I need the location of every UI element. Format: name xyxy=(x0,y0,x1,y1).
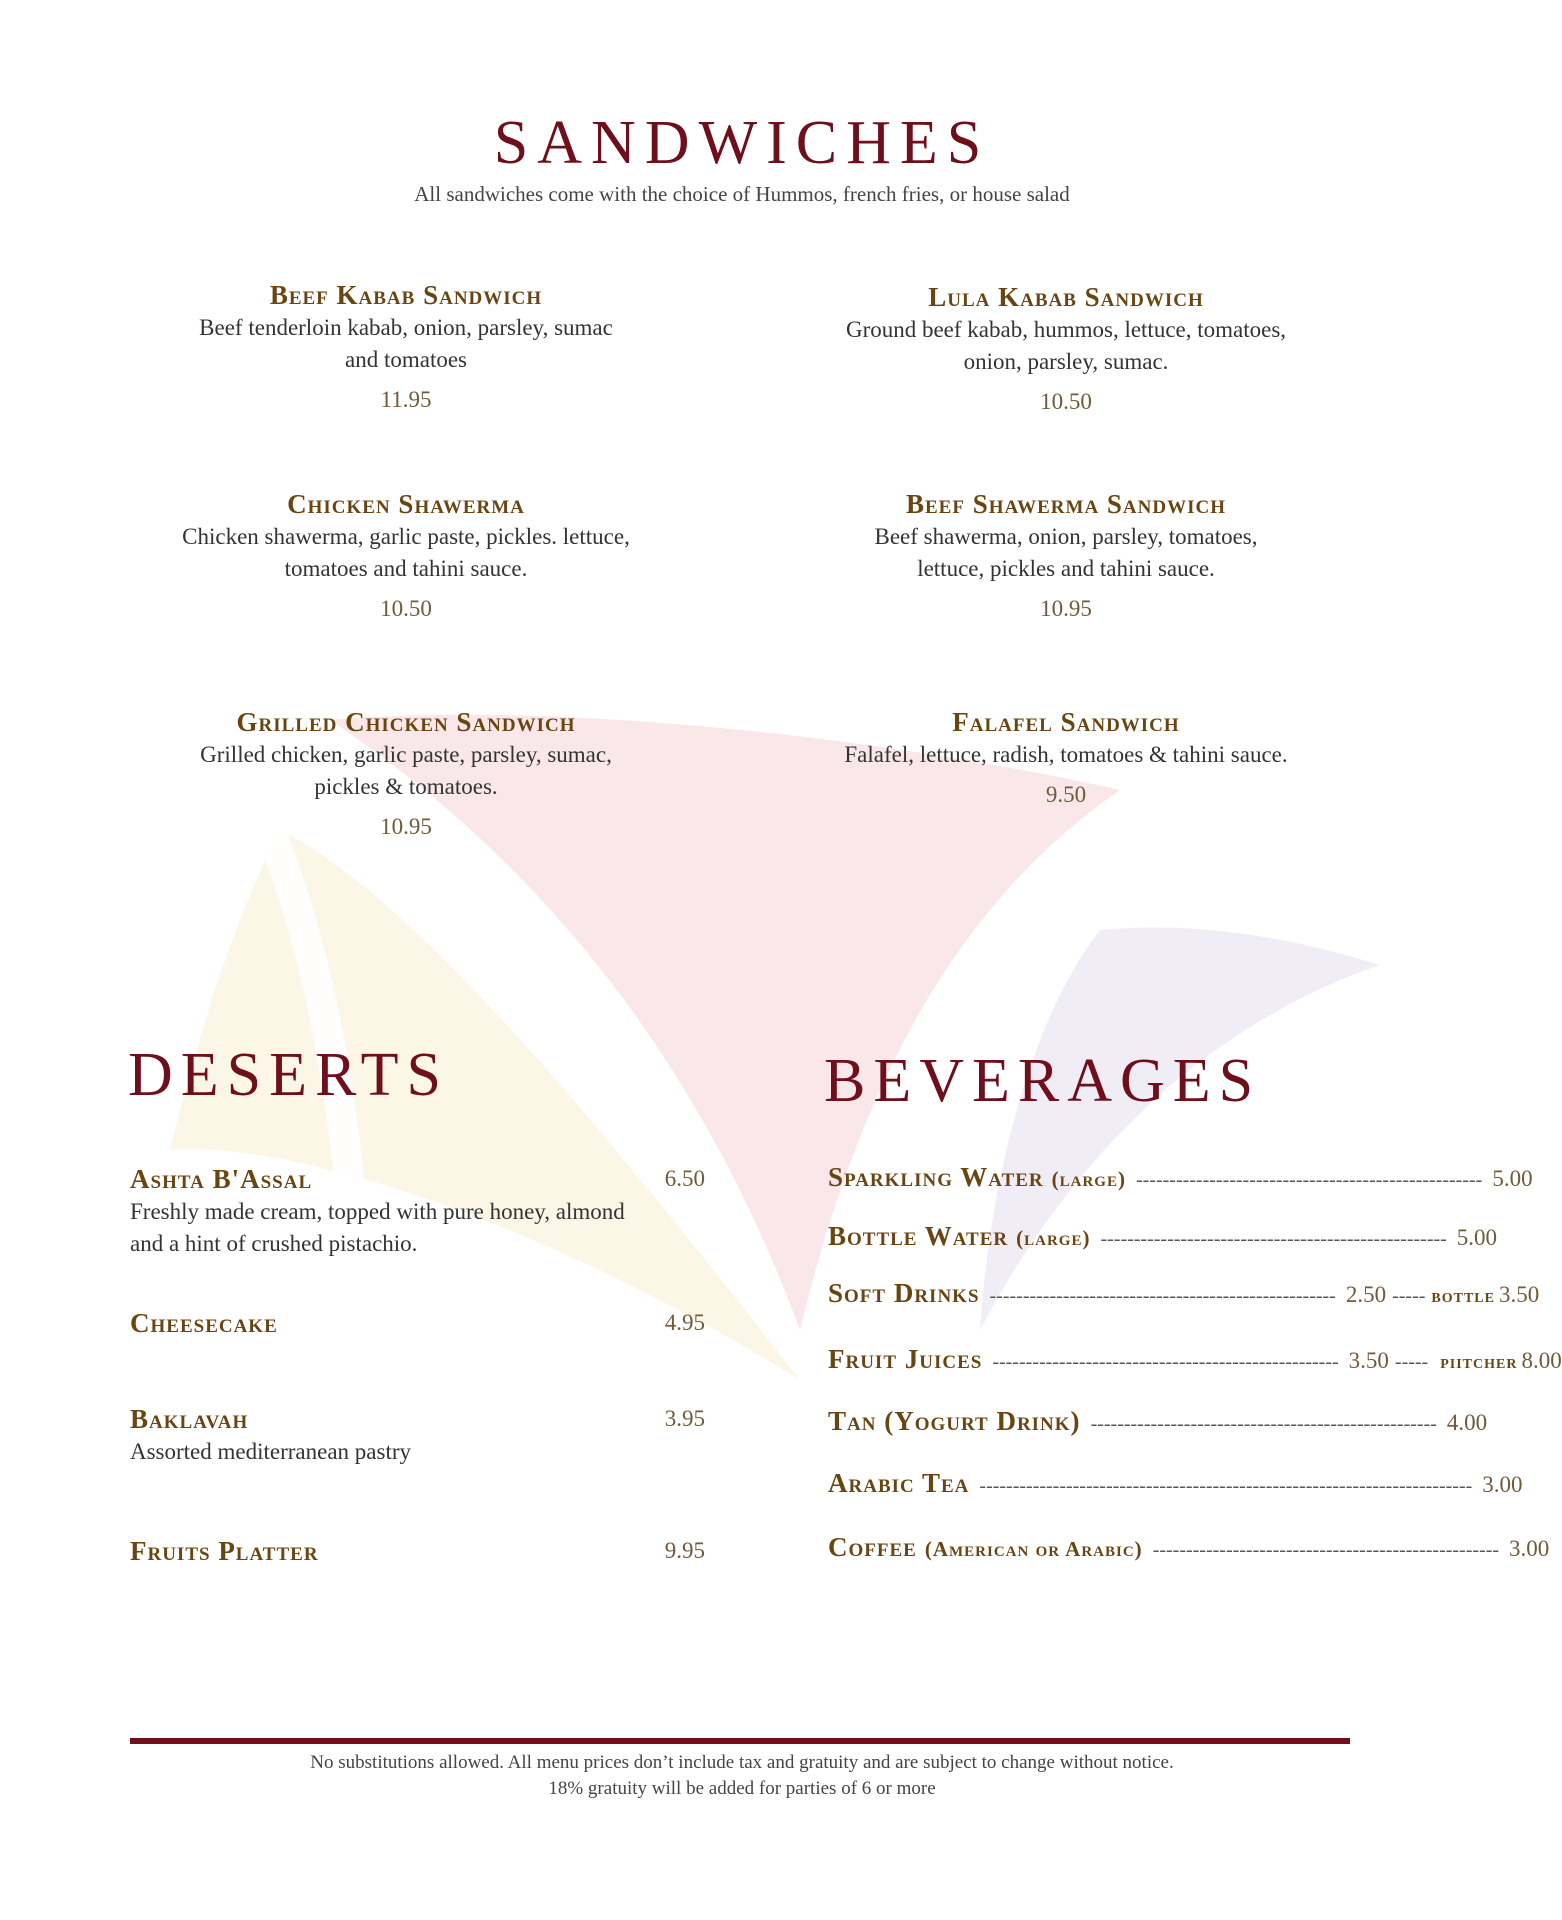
item-description: onion, parsley, sumac. xyxy=(963,349,1169,374)
menu-item xyxy=(786,487,1346,625)
item-description: lettuce, pickles and tahini sauce. xyxy=(917,556,1215,581)
menu-item xyxy=(130,1162,705,1260)
item-description: tomatoes and tahini sauce. xyxy=(284,556,528,581)
menu-item xyxy=(126,278,686,416)
item-price: 2.50 xyxy=(1345,1282,1387,1307)
item-size: (large) xyxy=(1051,1167,1126,1191)
item-name: Beef Shawerma Sandwich xyxy=(906,489,1226,519)
footer-note: 18% gratuity will be added for parties of 6 or more xyxy=(548,1778,936,1799)
item-description: and a hint of crushed pistachio. xyxy=(130,1231,418,1256)
item-price: 10.50 xyxy=(380,596,432,621)
item-name: Fruit Juices xyxy=(828,1344,983,1374)
dot-leader: ---------------------------------------------------- xyxy=(1135,1169,1483,1191)
item-size: (American or Arabic) xyxy=(924,1537,1143,1561)
item-price: 9.50 xyxy=(1045,782,1087,807)
item-description: pickles & tomatoes. xyxy=(314,774,498,799)
item-price: 5.00 xyxy=(1456,1225,1498,1250)
item-name: Grilled Chicken Sandwich xyxy=(236,707,576,737)
item-size: bottle xyxy=(1431,1285,1495,1307)
item-name: Beef Kabab Sandwich xyxy=(269,280,543,310)
beverage-row xyxy=(828,1532,1550,1568)
item-description: Falafel, lettuce, radish, tomatoes & tahini sauce. xyxy=(844,742,1288,767)
item-description: Freshly made cream, topped with pure honey, almond xyxy=(130,1199,625,1224)
item-price: 10.95 xyxy=(1040,596,1092,621)
beverage-row xyxy=(828,1406,1488,1442)
item-price: 9.95 xyxy=(664,1538,705,1563)
dot-leader: ----- xyxy=(1394,1351,1429,1373)
footer-divider xyxy=(130,1738,1350,1744)
sandwiches-title: SANDWICHES xyxy=(493,109,991,177)
dot-leader: ---------------------------------------------------- xyxy=(1152,1539,1500,1561)
menu-item xyxy=(130,1402,705,1468)
item-price: 4.00 xyxy=(1446,1410,1488,1435)
item-price: 3.00 xyxy=(1482,1472,1523,1497)
item-price: 3.00 xyxy=(1509,1536,1550,1561)
item-size: piitcher xyxy=(1440,1351,1518,1373)
dot-leader: -------------------------------------------------------------------------- xyxy=(979,1475,1473,1497)
dot-leader: ---------------------------------------------------- xyxy=(1100,1228,1447,1250)
beverage-row xyxy=(828,1278,1540,1314)
item-name: Falafel Sandwich xyxy=(952,707,1180,737)
item-price: 11.95 xyxy=(380,387,432,412)
item-name: Bottle Water xyxy=(828,1221,1009,1251)
item-price: 3.95 xyxy=(664,1406,705,1431)
beverage-row xyxy=(828,1162,1533,1198)
item-description: Chicken shawerma, garlic paste, pickles. lettuce, xyxy=(182,524,630,549)
item-size: (large) xyxy=(1016,1226,1091,1250)
menu-item xyxy=(126,487,686,625)
item-description: Beef tenderloin kabab, onion, parsley, sumac xyxy=(199,315,613,340)
item-price: 3.50 xyxy=(1499,1282,1540,1307)
item-price: 5.00 xyxy=(1492,1166,1533,1191)
item-name: Sparkling Water xyxy=(828,1162,1044,1192)
item-description: Assorted mediterranean pastry xyxy=(130,1439,412,1464)
item-name: Fruits Platter xyxy=(130,1536,319,1566)
item-price: 3.50 xyxy=(1348,1348,1389,1373)
item-name: Soft Drinks xyxy=(828,1278,980,1308)
item-name: Lula Kabab Sandwich xyxy=(928,282,1204,312)
dot-leader: ----- xyxy=(1392,1285,1426,1307)
item-description: Beef shawerma, onion, parsley, tomatoes, xyxy=(874,524,1258,549)
deserts-title: DESERTS xyxy=(128,1041,449,1109)
item-price: 8.00 xyxy=(1521,1348,1562,1373)
item-name: Ashta B'Assal xyxy=(130,1164,313,1194)
item-description: Grilled chicken, garlic paste, parsley, sumac, xyxy=(200,742,612,767)
menu-item xyxy=(126,705,686,843)
item-price: 4.95 xyxy=(664,1310,705,1335)
item-name: Arabic Tea xyxy=(828,1468,970,1498)
beverage-row xyxy=(828,1468,1523,1504)
footer-note: No substitutions allowed. All menu prices don’t include tax and gratuity and are subject to change without notice. xyxy=(310,1752,1174,1773)
dot-leader: ---------------------------------------------------- xyxy=(989,1285,1336,1307)
beverage-row xyxy=(828,1344,1562,1380)
dot-leader: ---------------------------------------------------- xyxy=(992,1351,1339,1373)
item-price: 6.50 xyxy=(664,1166,705,1191)
item-description: Ground beef kabab, hummos, lettuce, tomatoes, xyxy=(845,317,1287,342)
menu-item xyxy=(786,280,1346,418)
sandwiches-subtitle: All sandwiches come with the choice of Hummos, french fries, or house salad xyxy=(414,182,1070,206)
beverages-title: BEVERAGES xyxy=(824,1047,1262,1115)
item-name: Baklavah xyxy=(130,1404,249,1434)
item-name: Cheesecake xyxy=(130,1308,278,1338)
item-name: Tan (Yogurt Drink) xyxy=(828,1406,1081,1436)
item-name: Chicken Shawerma xyxy=(287,489,525,519)
menu-item xyxy=(130,1534,705,1568)
item-price: 10.50 xyxy=(1040,389,1092,414)
dot-leader: ---------------------------------------------------- xyxy=(1090,1413,1437,1435)
menu-item xyxy=(130,1306,705,1340)
item-description: and tomatoes xyxy=(345,347,467,372)
beverage-row xyxy=(828,1221,1498,1257)
menu-item xyxy=(786,705,1346,811)
item-name: Coffee xyxy=(828,1532,917,1562)
item-price: 10.95 xyxy=(380,814,432,839)
